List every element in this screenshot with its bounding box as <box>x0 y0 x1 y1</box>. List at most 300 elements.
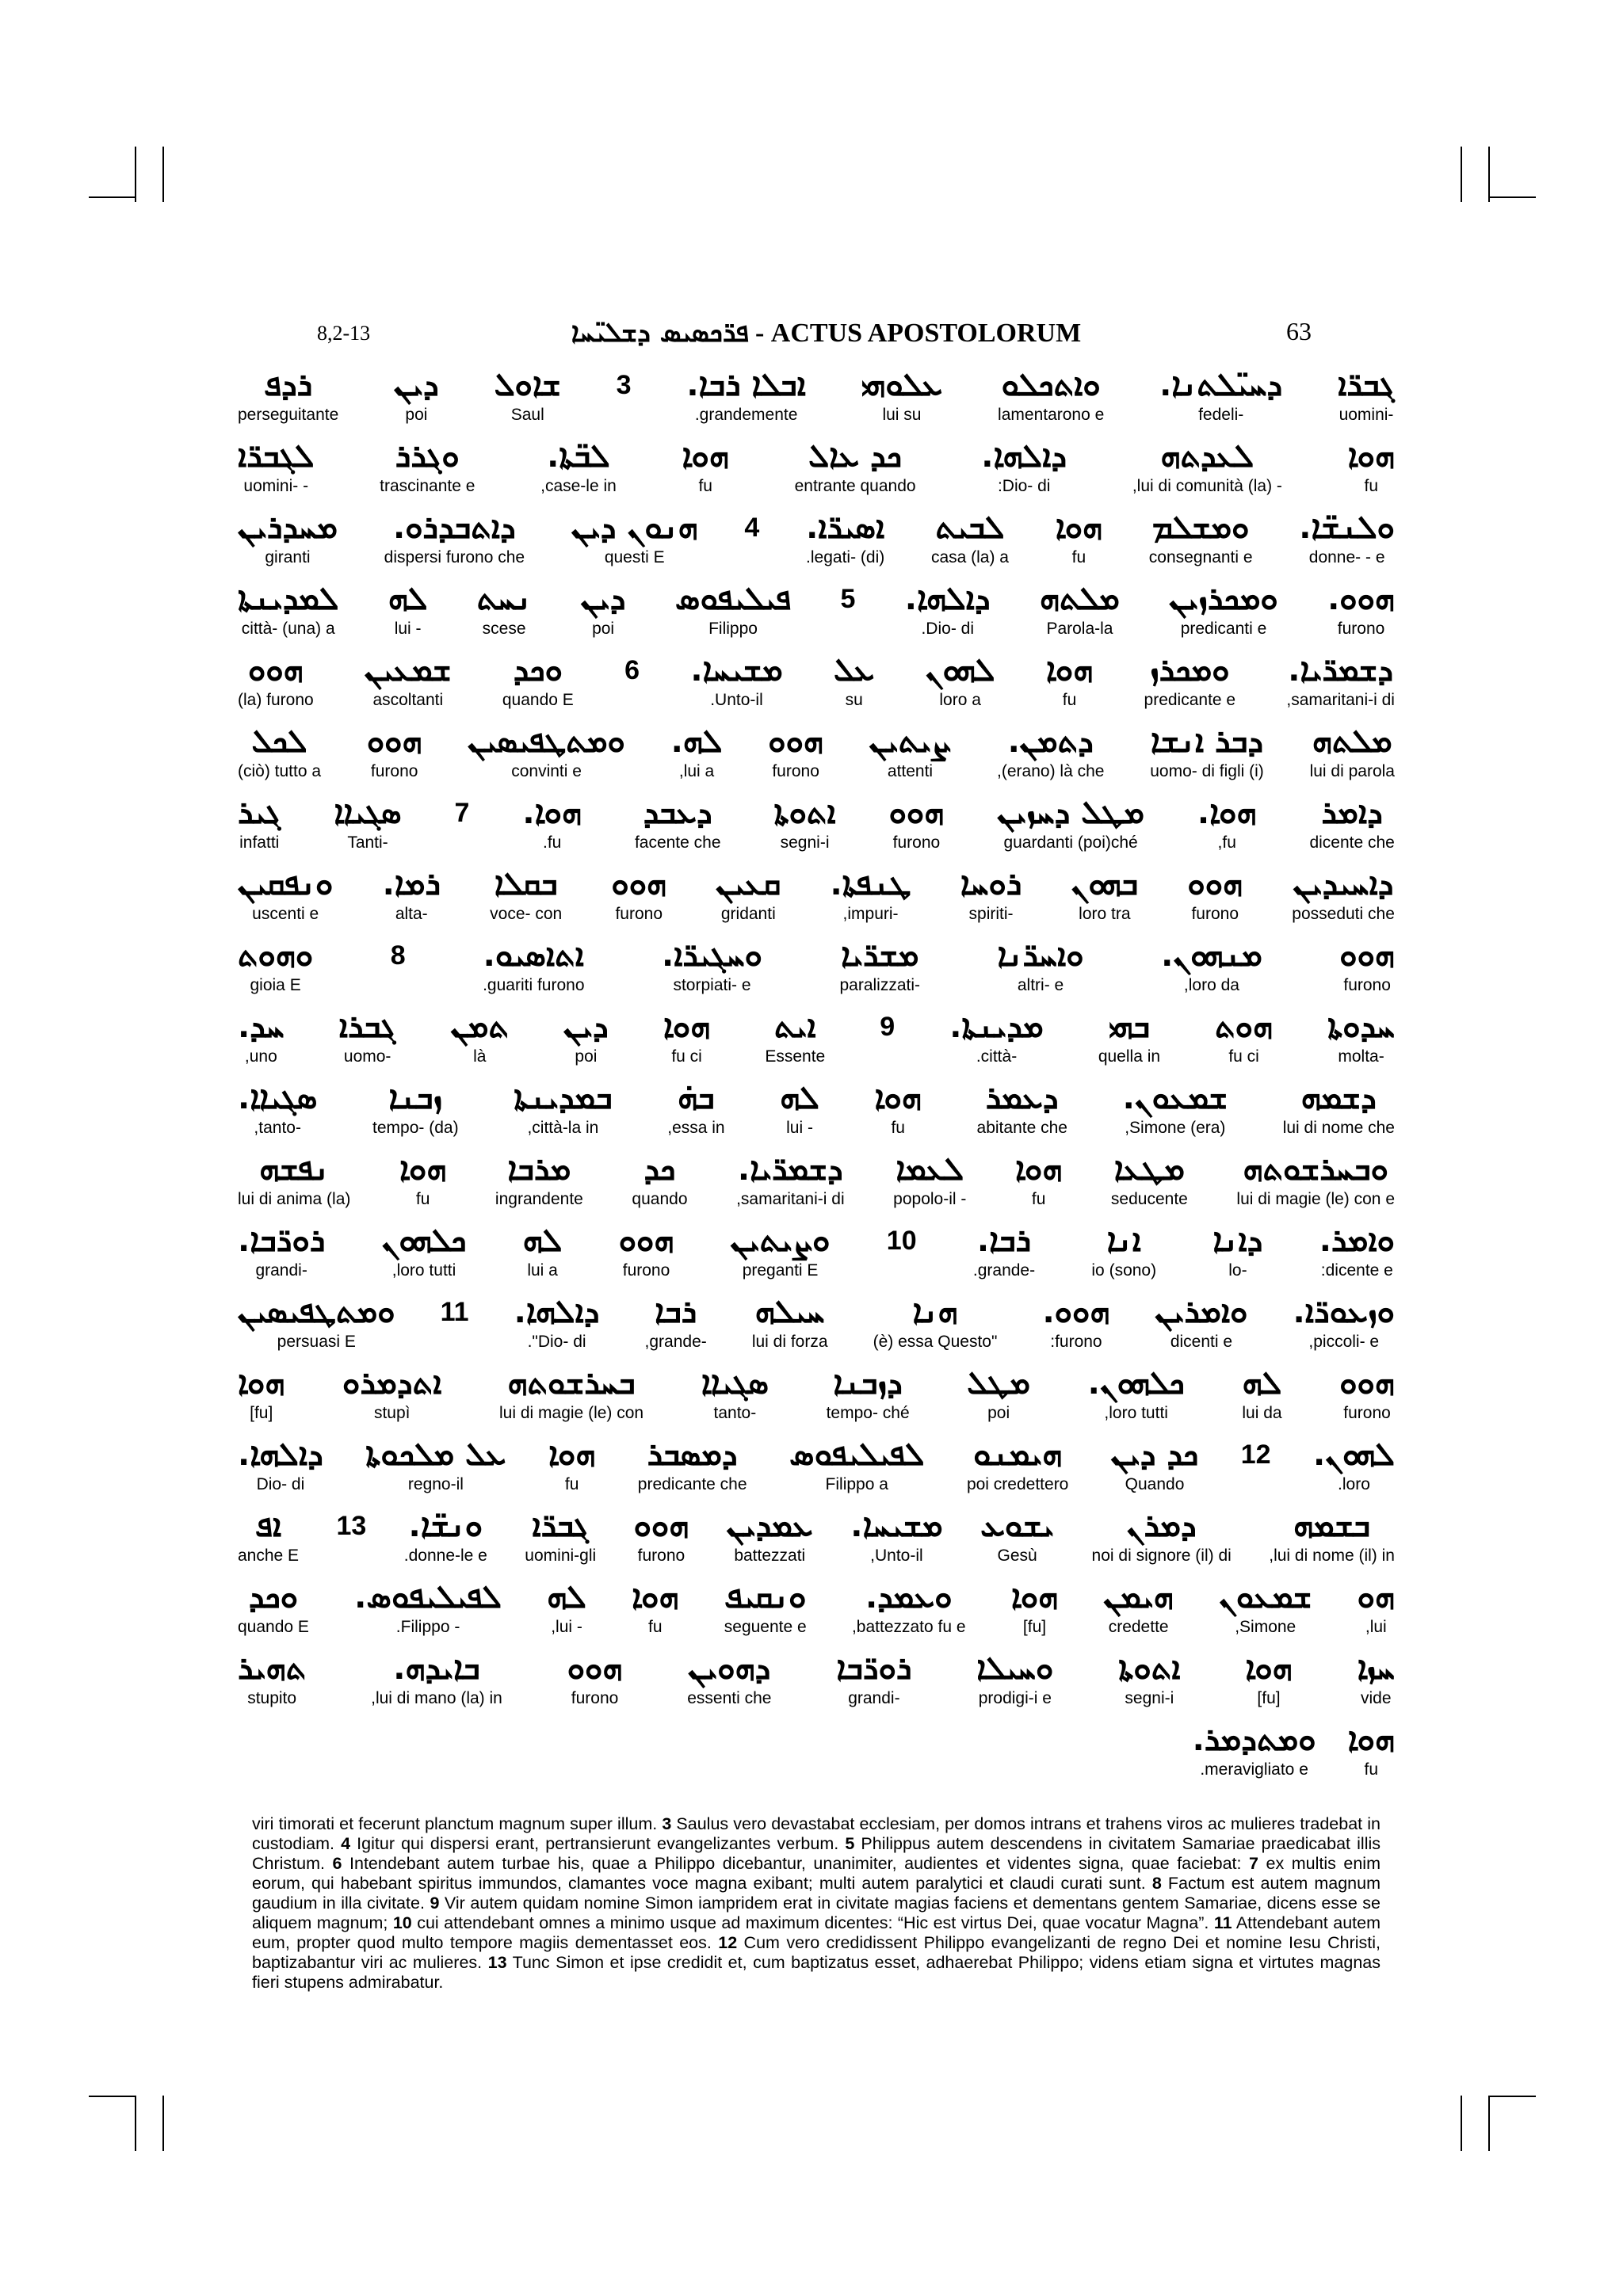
interlinear-line <box>238 1006 1395 1077</box>
italian-gloss: lui di anima (la) <box>238 1190 351 1208</box>
word-pair <box>724 1577 807 1637</box>
word-pair <box>806 507 884 567</box>
italian-gloss: Dio- di <box>256 1475 305 1493</box>
syriac-word: ܚܝܠܗ <box>754 1294 825 1330</box>
word-pair <box>1042 1291 1109 1352</box>
syriac-word: ܒܗܝ <box>1108 1009 1151 1045</box>
syriac-word: ܡܚܕܪܝܢ <box>238 509 338 546</box>
syriac-word: ܗܘܐ. <box>1197 795 1257 831</box>
latin-verse-number: 10 <box>392 1913 412 1932</box>
italian-gloss: là <box>473 1047 487 1066</box>
syriac-word: ܒܗܘܢ <box>1071 866 1139 902</box>
italian-gloss: uomo- <box>343 1047 391 1066</box>
word-pair <box>731 1220 831 1280</box>
word-pair <box>1310 721 1395 781</box>
crop-mark <box>162 2096 164 2151</box>
italian-gloss: tempo- ché <box>826 1404 910 1422</box>
interlinear-line <box>238 1291 1395 1363</box>
syriac-word: ܠܗ <box>547 1579 586 1615</box>
interlinear-line <box>238 1149 1395 1220</box>
syriac-word: ܗܘܐ. <box>522 795 582 831</box>
interlinear-line <box>238 436 1395 507</box>
word-pair <box>1088 1363 1185 1423</box>
syriac-word: ܗܘܘ <box>768 723 823 760</box>
italian-gloss: ,essa in <box>667 1119 725 1137</box>
word-pair <box>675 578 791 639</box>
word-pair <box>495 364 561 425</box>
italian-gloss: donne- - e <box>1308 548 1385 566</box>
italian-gloss: fu <box>1364 1760 1379 1779</box>
verse-number-label: 7 <box>454 798 470 828</box>
italian-gloss: ,piccoli- e <box>1308 1333 1380 1351</box>
verse-number-label: 10 <box>886 1226 917 1256</box>
italian-gloss: lui di magie (le) con <box>499 1404 644 1422</box>
italian-gloss: .città- <box>976 1047 1018 1066</box>
italian-gloss: ,grande- <box>644 1333 707 1351</box>
latin-verse-number: 6 <box>332 1854 342 1873</box>
italian-gloss: uomo- di figli (i) <box>1150 762 1264 780</box>
italian-gloss: seguente e <box>724 1618 807 1636</box>
italian-gloss: lui di magie (le) con e <box>1236 1190 1395 1208</box>
crop-mark <box>1488 196 1536 198</box>
italian-gloss: quella in <box>1098 1047 1161 1066</box>
interlinear-line <box>238 1505 1395 1577</box>
chapter-reference: 8,2-13 <box>317 322 371 345</box>
word-pair <box>502 650 574 710</box>
italian-gloss: dispersi furono che <box>384 548 525 566</box>
italian-gloss: .donne-le e <box>403 1547 487 1565</box>
syriac-word: ܠܗܘܢ. <box>1312 1436 1395 1473</box>
syriac-word: ܘܡܟܪܙ <box>1150 652 1230 688</box>
syriac-word: ܩܥܝܢ <box>716 866 781 902</box>
italian-gloss: posseduti che <box>1292 905 1395 923</box>
italian-gloss: fedeli- <box>1198 406 1244 424</box>
verse-number-label: 12 <box>1240 1440 1271 1470</box>
italian-gloss: predicante e <box>1144 691 1236 709</box>
italian-gloss: loro tra <box>1079 905 1131 923</box>
italian-gloss: giranti <box>265 548 311 566</box>
crop-mark <box>162 147 164 202</box>
word-pair <box>1155 1291 1247 1352</box>
verse-number <box>617 364 632 406</box>
syriac-word: ܠܗ. <box>670 723 723 760</box>
word-pair <box>388 578 428 639</box>
word-pair <box>1071 864 1138 924</box>
title-syriac: ܦܪ̈ܟܣܝܣ ܕܫܠܝ̈ܚܐ <box>571 317 749 349</box>
word-pair <box>522 792 582 852</box>
italian-gloss: essenti che <box>687 1689 772 1707</box>
word-pair <box>687 1648 771 1708</box>
italian-gloss: ,loro tutti <box>1104 1404 1168 1422</box>
word-pair <box>1338 364 1395 425</box>
word-pair <box>451 1006 509 1066</box>
italian-gloss: ,città-la in <box>527 1119 599 1137</box>
syriac-word: ܚܕ. <box>238 1009 285 1045</box>
italian-gloss: furono <box>1337 620 1385 638</box>
syriac-word: ܓܝܪ <box>238 795 281 831</box>
italian-gloss: tanto- <box>713 1404 757 1422</box>
syriac-word: ܗܘܘ <box>618 1222 674 1259</box>
italian-gloss: .grande- <box>972 1261 1036 1280</box>
word-pair <box>1056 507 1102 567</box>
syriac-word: ܕܐܠܗܐ. <box>981 438 1067 475</box>
italian-gloss: Tanti- <box>347 833 388 852</box>
syriac-word: ܙܒܢܐ <box>388 1080 443 1116</box>
word-pair <box>1286 650 1395 710</box>
syriac-word: ܗܘ <box>1357 1579 1395 1615</box>
italian-gloss: Saul <box>510 406 544 424</box>
syriac-word: ܕܚܝ̈ܠܬܢܐ. <box>1159 367 1283 403</box>
italian-gloss: ,uno <box>244 1047 277 1066</box>
word-pair <box>499 1363 643 1423</box>
word-pair <box>238 436 314 496</box>
word-pair <box>547 1577 586 1637</box>
word-pair <box>238 1077 317 1138</box>
word-pair <box>1327 578 1395 639</box>
italian-gloss: uscenti e <box>252 905 319 923</box>
word-pair <box>238 721 321 781</box>
word-pair <box>1011 1577 1058 1637</box>
word-pair <box>1118 1648 1180 1708</box>
syriac-word: ܗܘܐ <box>1055 509 1103 546</box>
syriac-word: ܣܓܝܐܐ. <box>238 1080 318 1116</box>
latin-text-segment: Vir autem quidam nomine Simon iampridem erat in civitate magias faciens et dementans gentem Samariae, dicens esse se aliquem magnum; <box>252 1894 1381 1932</box>
italian-gloss: fu <box>1062 691 1077 709</box>
word-pair <box>789 1434 925 1494</box>
italian-gloss: ,lui di comunità (la) - <box>1132 477 1282 495</box>
italian-gloss: ,lui di mano (la) in <box>371 1689 502 1707</box>
italian-gloss: fu <box>1031 1190 1046 1208</box>
syriac-word: ܡܫܪ̈ܝܐ <box>841 937 919 974</box>
syriac-word: ܬܗܝܪ <box>238 1650 307 1687</box>
word-pair <box>1283 1077 1395 1138</box>
italian-gloss: ,samaritani-i di <box>736 1190 845 1208</box>
italian-gloss: lui da <box>1242 1404 1282 1422</box>
verse-number <box>841 578 856 620</box>
italian-gloss: .legati- (di) <box>806 548 885 566</box>
title-latin: - ACTUS APOSTOLORUM <box>754 318 1082 348</box>
syriac-word: ܗܘܘ <box>1339 937 1395 974</box>
syriac-word: ܚܙܐ <box>1357 1650 1395 1687</box>
word-pair <box>861 364 943 425</box>
syriac-word: ܟܕ ܕܝܢ <box>1110 1436 1199 1473</box>
crop-mark <box>1488 147 1490 202</box>
latin-text-segment: Tunc Simon et ipse credidit et, cum baptizatus esset, adhaerebat Philippo; videns etiam signa et virtutes magnas fieri stupens admirabatur. <box>252 1953 1381 1992</box>
italian-gloss: perseguitante <box>238 406 339 424</box>
syriac-word: ܕܐܬܒܕܪܘ. <box>393 509 516 546</box>
italian-gloss: .Dio- di <box>921 620 974 638</box>
word-pair <box>399 1149 446 1209</box>
word-pair <box>1092 1505 1232 1566</box>
syriac-word: ܘܟܕ <box>248 1579 299 1615</box>
italian-gloss: stupito <box>247 1689 297 1707</box>
word-pair <box>1319 1220 1395 1280</box>
syriac-word: ܢܦܫܗ <box>259 1151 330 1188</box>
syriac-word: ܕܝܢ <box>580 581 626 617</box>
latin-text-segment: Factum est autem magnum gaudium in illa civitate. <box>252 1874 1381 1913</box>
syriac-word: ܗܘܘ <box>1339 1365 1395 1402</box>
italian-gloss: lui di nome che <box>1282 1119 1395 1137</box>
word-pair <box>619 1220 674 1280</box>
syriac-word: ܦܝܠܝܦܘܣ <box>674 581 792 617</box>
italian-gloss: [fu] <box>1257 1689 1281 1707</box>
syriac-word: ܗܢܐ <box>912 1294 958 1330</box>
syriac-word: ܗܢܘܢ ܕܝܢ <box>571 509 698 546</box>
interlinear-line <box>238 935 1395 1006</box>
syriac-word: ܕܐܠܗܐ. <box>514 1294 600 1330</box>
word-pair <box>1348 436 1395 496</box>
italian-gloss: voce- con <box>490 905 563 923</box>
word-pair <box>483 935 584 995</box>
syriac-word: ܗܘܐ <box>1347 1722 1395 1758</box>
syriac-word: ܕܐܚܝܕܝܢ <box>1293 866 1394 902</box>
word-pair <box>773 792 835 852</box>
syriac-word: ܗܘܐ <box>399 1151 447 1188</box>
latin-verse-number: 5 <box>845 1834 855 1853</box>
word-pair <box>795 436 916 496</box>
word-pair <box>468 721 625 781</box>
word-pair <box>638 1434 747 1494</box>
italian-gloss: fu ci <box>1228 1047 1259 1066</box>
interlinear-line <box>238 1577 1395 1648</box>
word-pair <box>1293 1291 1395 1352</box>
italian-gloss: .meravigliato e <box>1200 1760 1308 1779</box>
syriac-word: ܘܐܚܪ̈ܢܐ <box>997 937 1084 974</box>
italian-gloss: quando E <box>238 1618 309 1636</box>
syriac-word: ܓܒܪ̈ܐ <box>532 1508 590 1544</box>
syriac-word: ܓܒܪ̈ܐ <box>1338 367 1395 403</box>
italian-gloss: .loro <box>1338 1475 1370 1493</box>
word-pair <box>1197 792 1257 852</box>
syriac-word: ܗܘܐ <box>682 438 729 475</box>
italian-gloss: fu <box>648 1618 663 1636</box>
crop-mark <box>89 196 136 198</box>
syriac-word: ܪܒܐ <box>655 1294 697 1330</box>
italian-gloss: seducente <box>1110 1190 1188 1208</box>
crop-mark <box>89 2096 136 2097</box>
word-pair <box>238 792 281 852</box>
verse-number-label: 3 <box>616 370 632 400</box>
word-pair <box>645 1291 707 1352</box>
interlinear-line <box>238 1648 1395 1719</box>
word-pair <box>875 1077 922 1138</box>
verse-number <box>880 1006 895 1047</box>
italian-gloss: ,loro tutti <box>391 1261 456 1280</box>
word-pair <box>1150 721 1264 781</box>
word-pair <box>611 864 666 924</box>
word-pair <box>477 578 532 639</box>
syriac-word: ܗܘܘ <box>366 723 422 760</box>
word-pair <box>1269 1505 1395 1566</box>
syriac-word: ܪܒܐ. <box>976 1222 1032 1259</box>
syriac-word: ܡܛܥܐ <box>1113 1151 1185 1188</box>
italian-gloss: poi credettero <box>966 1475 1069 1493</box>
italian-gloss: ,tanto- <box>254 1119 301 1137</box>
syriac-word: ܘܡܫܠܡ <box>1151 509 1250 546</box>
word-pair <box>571 507 698 567</box>
syriac-word: ܒܩܠܐ <box>494 866 558 902</box>
crop-mark <box>1488 2096 1490 2151</box>
word-pair <box>1299 507 1395 567</box>
syriac-word: ܘܡܬܛܦܝܣܝܢ <box>468 723 625 760</box>
syriac-word: ܪܕܦ <box>264 367 313 403</box>
italian-gloss: su <box>845 691 863 709</box>
syriac-word: ܠܟܠ <box>251 723 307 760</box>
word-pair <box>1358 1577 1395 1637</box>
italian-gloss: .Filippo - <box>395 1618 460 1636</box>
italian-gloss: vide <box>1361 1689 1392 1707</box>
italian-gloss: città- (una) a <box>241 620 335 638</box>
italian-gloss: .guariti furono <box>483 976 585 994</box>
word-pair <box>1169 578 1278 639</box>
italian-gloss: [fu] <box>250 1404 273 1422</box>
word-pair <box>1219 1577 1312 1637</box>
italian-gloss: trascinante e <box>380 477 475 495</box>
latin-verse-number: 7 <box>1249 1854 1258 1873</box>
word-pair <box>632 1577 678 1637</box>
latin-verse-number: 4 <box>341 1834 351 1853</box>
syriac-word: ܒܡܕܝܢܬܐ <box>514 1080 613 1116</box>
italian-gloss: Parola-la <box>1046 620 1113 638</box>
word-pair <box>834 650 874 710</box>
latin-verse-number: 8 <box>1151 1874 1162 1893</box>
word-pair <box>1111 1149 1188 1209</box>
word-pair <box>514 1291 600 1352</box>
word-pair <box>686 364 806 425</box>
interlinear-line <box>238 1220 1395 1291</box>
word-pair <box>662 935 762 995</box>
syriac-word: ܟܕ ܥܐܠ <box>808 438 903 475</box>
italian-gloss: convinti e <box>511 762 582 780</box>
word-pair <box>380 436 475 496</box>
syriac-word: ܘܥܡܕ. <box>865 1579 953 1615</box>
word-pair <box>701 1363 769 1423</box>
italian-gloss: ingrandente <box>495 1190 583 1208</box>
syriac-word: ܗܘܐ <box>1245 1650 1293 1687</box>
interlinear-line <box>238 1363 1395 1434</box>
italian-gloss: ,lui <box>1365 1618 1387 1636</box>
verse-number <box>624 650 640 691</box>
italian-gloss: lui - <box>394 620 422 638</box>
latin-text-segment: Intendebant autem turbae his, quae a Philippo dicebantur, unanimiter, audientes et videntes signa, quae faciebat: <box>342 1854 1249 1873</box>
syriac-word: ܘܗܘܬ <box>238 937 314 974</box>
word-pair <box>682 436 729 496</box>
italian-gloss: persuasi E <box>277 1333 356 1351</box>
verse-number-label: 11 <box>440 1297 469 1327</box>
word-pair <box>1313 1434 1395 1494</box>
word-pair <box>889 792 945 852</box>
italian-gloss: gridanti <box>720 905 776 923</box>
syriac-word: ܥܠܘܗܝ <box>861 367 943 403</box>
syriac-word: ܕܐܠܗܐ. <box>904 581 991 617</box>
interlinear-line <box>238 578 1395 650</box>
latin-verse-number: 11 <box>1213 1913 1232 1932</box>
verse-number-label: 4 <box>744 513 760 543</box>
word-pair <box>238 864 333 924</box>
word-pair <box>367 721 422 781</box>
verse-number-label: 6 <box>624 655 640 685</box>
word-pair <box>1358 1648 1395 1708</box>
syriac-word: ܘܚܓܝܪ̈ܐ. <box>662 937 762 974</box>
word-pair <box>905 578 991 639</box>
italian-gloss: lui - <box>786 1119 813 1137</box>
italian-gloss: attenti <box>887 762 934 780</box>
italian-gloss: grandi- <box>848 1689 900 1707</box>
syriac-word: ܪܡܐ. <box>382 866 441 902</box>
italian-gloss: prodigi-i e <box>978 1689 1052 1707</box>
italian-gloss: entrante quando <box>794 477 916 495</box>
syriac-word: ܒܚܪܫܘܬܗ <box>507 1365 636 1402</box>
italian-gloss: segni-i <box>1125 1689 1174 1707</box>
syriac-word: ܘܠܢܫ̈ܐ. <box>1299 509 1395 546</box>
italian-gloss: (è) essa Questo" <box>873 1333 998 1351</box>
word-pair <box>727 1505 813 1566</box>
interlinear-line <box>238 1719 1395 1791</box>
italian-gloss: Filippo a <box>825 1475 888 1493</box>
syriac-word: ܪܘܚܐ <box>960 866 1022 902</box>
word-pair <box>548 1434 595 1494</box>
word-pair <box>1046 650 1093 710</box>
syriac-word: ܒܫܡܗ <box>1293 1508 1371 1544</box>
italian-gloss: furono <box>1191 905 1239 923</box>
word-pair <box>869 721 952 781</box>
syriac-word: ܘܐܡܪ. <box>1319 1222 1395 1259</box>
word-pair <box>1159 364 1282 425</box>
italian-gloss: lui su <box>882 406 922 424</box>
italian-gloss: fu <box>415 1190 430 1208</box>
italian-gloss: tempo- (da) <box>372 1119 459 1137</box>
syriac-word: ܗܘܘ <box>611 866 667 902</box>
word-pair <box>1091 1220 1156 1280</box>
syriac-word: ܕܬܡܢ. <box>1007 723 1094 760</box>
word-pair <box>973 1220 1035 1280</box>
italian-gloss: fu <box>1071 548 1086 566</box>
italian-gloss: ascoltanti <box>372 691 444 709</box>
syriac-word: ܕܐܡܪ <box>1321 795 1383 831</box>
word-pair <box>893 1149 966 1209</box>
word-pair <box>523 1220 563 1280</box>
syriac-word: ܗܘܘ. <box>1327 581 1395 617</box>
italian-gloss: infatti <box>239 833 280 852</box>
syriac-word: ܕܫܡܗ <box>1300 1080 1377 1116</box>
italian-gloss: ,loro da <box>1183 976 1239 994</box>
syriac-word: ܠܒ̈ܬܐ. <box>547 438 610 475</box>
word-pair <box>1103 1577 1173 1637</box>
italian-gloss: ,lui a <box>678 762 715 780</box>
interlinear-text <box>238 364 1395 1791</box>
italian-gloss: ,case-le in <box>540 477 617 495</box>
word-pair <box>342 1363 441 1423</box>
page-header <box>317 317 1312 357</box>
word-pair <box>334 792 401 852</box>
syriac-word: ܠܗ <box>522 1222 563 1259</box>
word-pair <box>852 1577 966 1637</box>
word-pair <box>1161 935 1262 995</box>
word-pair <box>1309 792 1394 852</box>
verse-number <box>391 935 406 976</box>
syriac-word: ܥܠ ܡܠܟܘܬܐ <box>365 1436 506 1473</box>
word-pair <box>567 1648 623 1708</box>
italian-gloss: battezzati <box>734 1547 806 1565</box>
syriac-word: ܥܠ <box>833 652 875 688</box>
word-pair <box>1245 1648 1292 1708</box>
syriac-word: ܕܡܪܢ <box>1126 1508 1197 1544</box>
syriac-word: ܐܒܠܐ ܪܒܐ. <box>686 367 806 403</box>
italian-gloss: predicanti e <box>1180 620 1267 638</box>
crop-mark <box>135 2096 136 2151</box>
syriac-word: ܕܫܡܪ̈ܝܐ. <box>737 1151 843 1188</box>
verse-number-label: 9 <box>880 1012 896 1042</box>
